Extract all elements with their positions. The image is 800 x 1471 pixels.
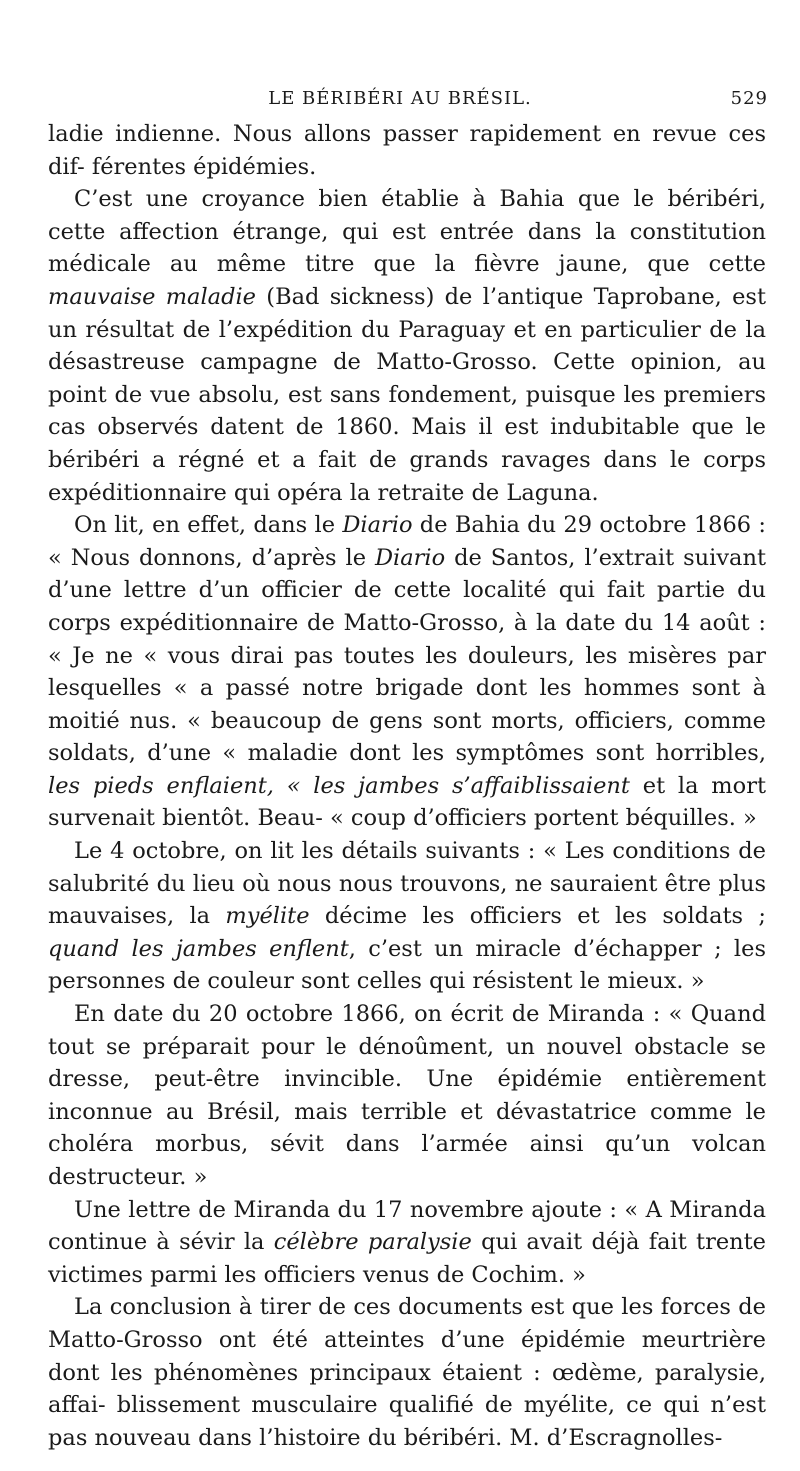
running-title: LE BÉRIBÉRI AU BRÉSIL. (268, 88, 532, 109)
italic-phrase: myélite (225, 903, 310, 930)
page-header (0, 88, 800, 112)
paragraph-continuation: ladie indienne. Nous allons passer rapidement en revue ces dif- férentes épidémies. (48, 121, 766, 180)
italic-phrase: Diario (375, 544, 446, 571)
italic-phrase: Diario (342, 512, 413, 539)
body-text (48, 118, 766, 1454)
italic-phrase: les pieds enflaient, « les jambes s’affaiblissaient (48, 772, 630, 799)
paragraph-conclusion: La conclusion à tirer de ces documents est que les forces de Matto-Grosso ont été atteintes d’une épidémie meurtrière dont les phénomènes principaux étaient : œdème, paralysie, affai- blissement musculaire qualifié de myélite, ce qui n’est pas nouveau dans l’histoire du béribéri. M. d’Escragnolles- (48, 1294, 766, 1451)
paragraph-october-20: En date du 20 octobre 1866, on écrit de Miranda : « Quand tout se préparait pour le dénoûment, un nouvel obstacle se dresse, peut-être invincible. Une épidémie entièrement inconnue au Brésil, mais terrible et dévastatrice comme le choléra morbus, sévit dans l’armée ainsi qu’un volcan destructeur. » (48, 1001, 766, 1190)
paragraph-bahia-belief: C’est une croyance bien établie à Bahia que le béribéri, cette affection étrange, qui est entrée dans la constitution médicale au même titre que la fièvre jaune, que cette mauvaise maladie (Bad sickness) de l’antique Taprobane, est un résultat de l’expédition du Paraguay et en particulier de la désastreuse campagne de Matto-Grosso. Cette opinion, au point de vue absolu, est sans fondement, puisque les premiers cas observés datent de 1860. Mais il est indubitable que le béribéri a régné et a fait de grands ravages dans le corps expéditionnaire qui opéra la retraite de Laguna. (48, 186, 766, 506)
italic-phrase: mauvaise maladie (48, 283, 256, 310)
paragraph-diario-quote: On lit, en effet, dans le Diario de Bahia du 29 octobre 1866 : « Nous donnons, d’après le Diario de Santos, l’extrait suivant d’une lettre d’un officier de cette localité qui fait partie du corps expéditionnaire de Matto-Grosso, à la date du 14 août : « Je ne « vous dirai pas toutes les douleurs, les misères par lesquelles « a passé notre brigade dont les hommes sont à moitié nus. « beaucoup de gens sont morts, officiers, comme soldats, d’une « maladie dont les symptômes sont horribles, les pieds enflaient, « les jambes s’affaiblissaient et la mort survenait bientôt. Beau- « coup d’officiers portent béquilles. » (48, 512, 766, 832)
italic-phrase: célèbre paralysie (273, 1229, 472, 1256)
page-number: 529 (730, 88, 768, 109)
italic-phrase: quand les jambes enflent (48, 935, 349, 962)
paragraph-october-4: Le 4 octobre, on lit les détails suivants : « Les conditions de salubrité du lieu où nous nous trouvons, ne sauraient être plus mauvaises, la myélite décime les officiers et les soldats ; quand les jambes enflent, c’est un miracle d’échapper ; les personnes de couleur sont celles qui résistent le mieux. » (48, 838, 766, 995)
paragraph-november-17: Une lettre de Miranda du 17 novembre ajoute : « A Miranda continue à sévir la célèbre paralysie qui avait déjà fait trente victimes parmi les officiers venus de Cochim. » (48, 1196, 766, 1288)
